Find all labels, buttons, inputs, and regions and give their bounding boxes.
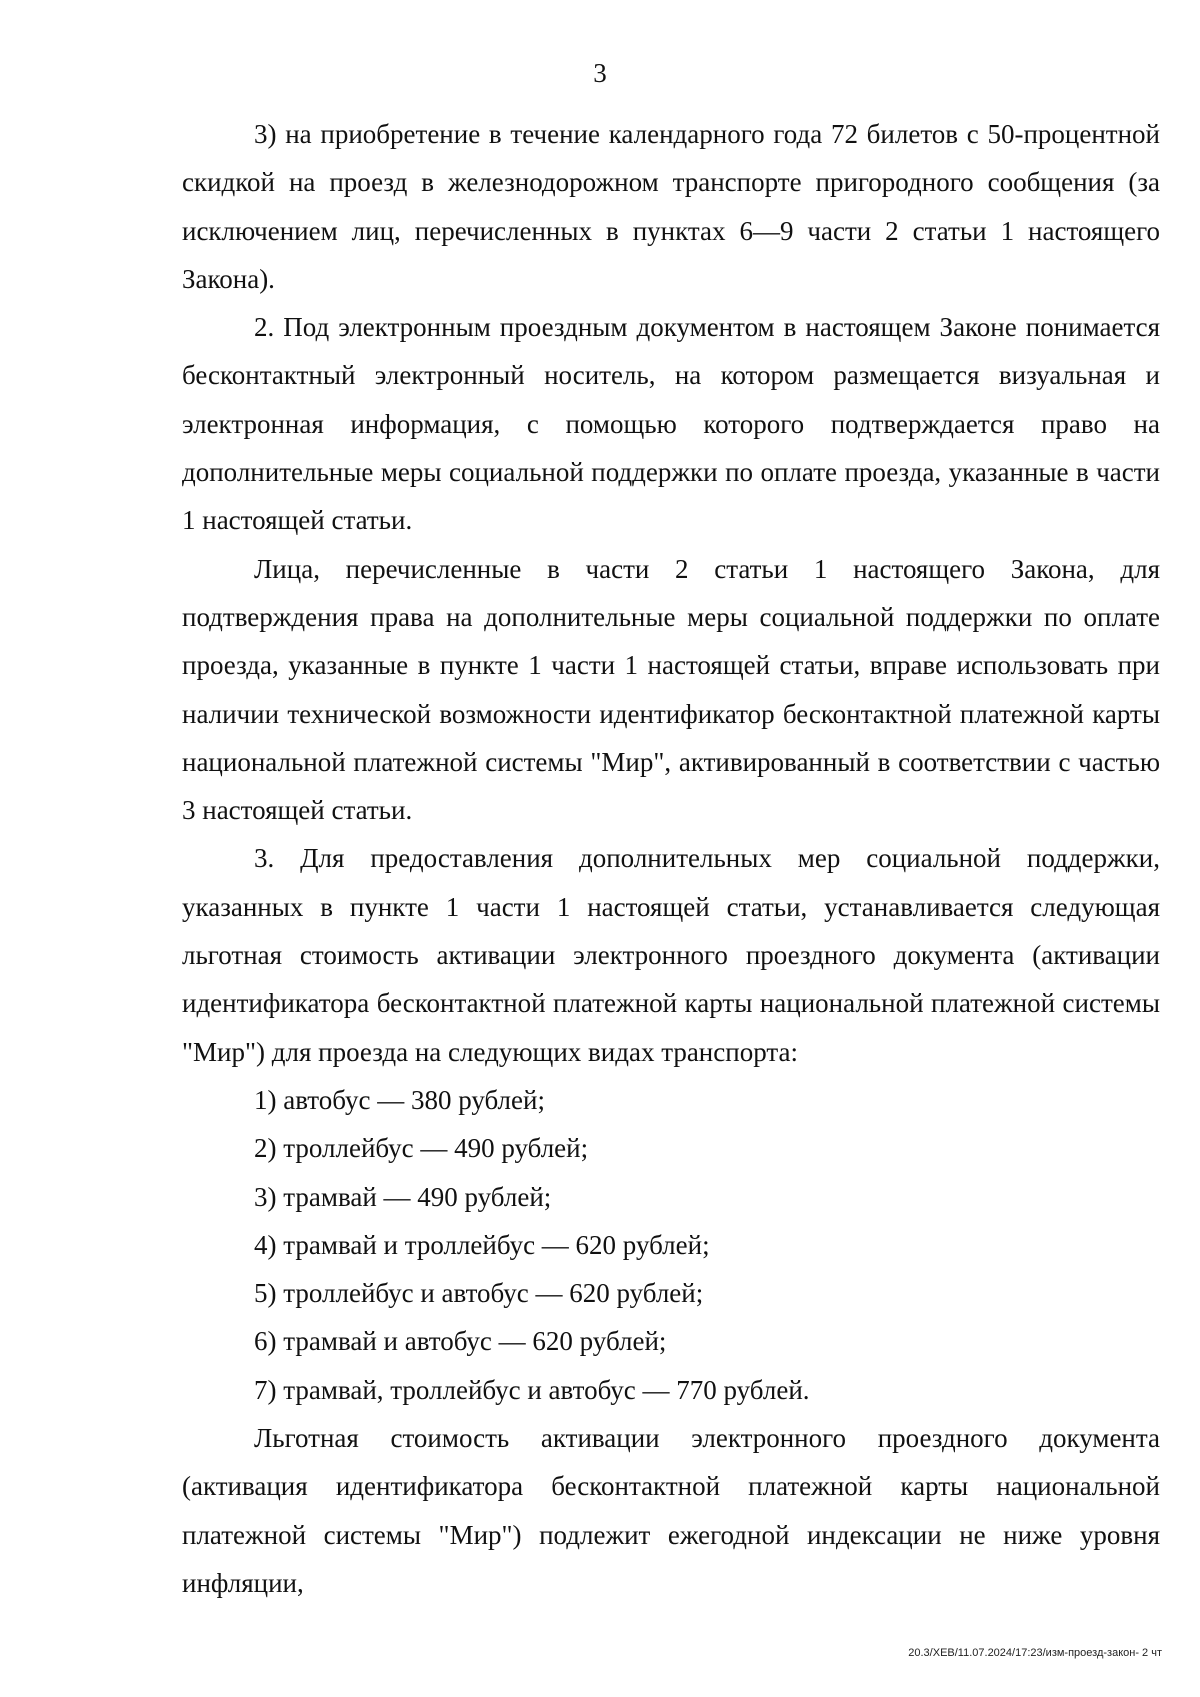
tariff-item: 1) автобус — 380 рублей; [254, 1084, 545, 1115]
footer-document-code: 20.3/ХЕВ/11.07.2024/17:23/изм-проезд-закон- 2 чт [908, 1647, 1162, 1659]
document-body [182, 110, 1160, 1607]
page-number: 3 [593, 58, 607, 88]
paragraph-item-3: 3) на приобретение в течение календарного года 72 билетов с 50-процентной скидкой на проезд в железнодорожном транспорте пригородного сообщения (за исключением лиц, перечисленных в пунктах 6—9 части 2 статьи 1 настоящего Закона). [182, 119, 1160, 294]
tariff-item: 3) трамвай — 490 рублей; [254, 1181, 552, 1212]
paragraph-indexation: Льготная стоимость активации электронного проездного документа (активация идентификатора бесконтактной платежной карты национальной платежной системы "Мир") подлежит ежегодной индексации не ниже уровня инфляции, [182, 1423, 1160, 1598]
tariff-item: 6) трамвай и автобус — 620 рублей; [254, 1326, 667, 1357]
tariff-item: 5) троллейбус и автобус — 620 рублей; [254, 1278, 704, 1309]
paragraph-persons: Лица, перечисленные в части 2 статьи 1 настоящего Закона, для подтверждения права на дополнительные меры социальной поддержки по оплате проезда, указанные в пункте 1 части 1 настоящей статьи, вправе использовать при наличии технической возможности идентификатор бесконтактной платежной карты национальной платежной системы "Мир", активированный в соответствии с частью 3 настоящей статьи. [182, 553, 1160, 826]
paragraph-part-2: 2. Под электронным проездным документом в настоящем Законе понимается бесконтактный электронный носитель, на котором размещается визуальная и электронная информация, с помощью которого подтверждается право на дополнительные меры социальной поддержки по оплате проезда, указанные в части 1 настоящей статьи. [182, 312, 1160, 536]
tariff-item: 2) троллейбус — 490 рублей; [254, 1133, 589, 1164]
paragraph-part-3: 3. Для предоставления дополнительных мер социальной поддержки, указанных в пункте 1 части 1 настоящей статьи, устанавливается следующая льготная стоимость активации электронного проездного документа (активации идентификатора бесконтактной платежной карты национальной платежной системы "Мир") для проезда на следующих видах транспорта: [182, 843, 1160, 1067]
tariff-item: 4) трамвай и троллейбус — 620 рублей; [254, 1229, 710, 1260]
tariff-item: 7) трамвай, троллейбус и автобус — 770 рублей. [254, 1374, 810, 1405]
